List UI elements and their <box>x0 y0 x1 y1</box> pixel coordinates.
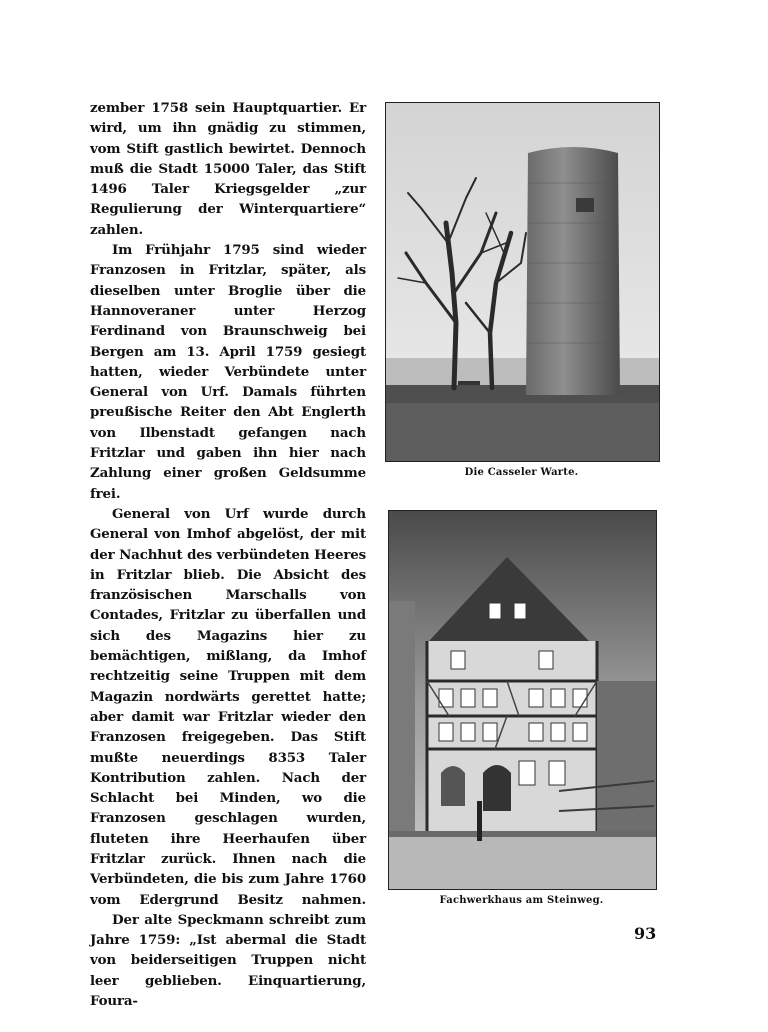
paragraph-3: General von Urf wurde durch General von Imhof abgelöst, der mit der Nachhut des verbündeten Heeres in Fritzlar blieb. Die Absicht des französischen Marschalls von Contades, Fritzlar zu überfallen und sich des Magazins hier zu bemächtigen, mißlang, da Imhof rechtzeitig seine Truppen mit dem Magazin nordwärts gerettet hatte; aber damit war Fritzlar wieder den Franzosen freigegeben. Das Stift mußte neuerdings 8353 Taler Kontribution zahlen. Nach der Schlacht bei Minden, wo die Franzosen geschlagen wurden, fluteten ihre Heerhaufen über Fritzlar zurück. Ihnen nach die Verbündeten, die bis zum Jahre 1760 vom Edergrund Besitz nahmen. <box>90 505 366 908</box>
figure-tower-photo <box>385 102 660 462</box>
text-column <box>90 98 366 1011</box>
paragraph-4: Der alte Speckmann schreibt zum Jahre 1759: „Ist abermal die Stadt von beiderseitigen Truppen nicht leer geblieben. Einquartierung, Foura- <box>90 911 366 1010</box>
figure-house-photo <box>388 510 657 890</box>
paragraph-1: zember 1758 sein Hauptquartier. Er wird, um ihn gnädig zu stimmen, vom Stift gastlich bewirtet. Dennoch muß die Stadt 15000 Taler, das Stift 1496 Taler Kriegsgelder „zur Regulierung der Winterquartiere“ zahlen. <box>90 100 366 238</box>
paragraph-2: Im Frühjahr 1795 sind wieder Franzosen in Fritzlar, später, als dieselben unter Broglie über die Hannoveraner unter Herzog Ferdinand von Braunschweig bei Bergen am 13. April 1759 gesiegt hatten, wieder Verbündete unter General von Urf. Damals führten preußische Reiter den Abt Englerth von Ilbenstadt gefangen nach Fritzlar und gaben ihn hier nach Zahlung einer großen Geldsumme frei. <box>90 242 366 502</box>
page-number: 93 <box>634 924 657 943</box>
figure-1-caption: Die Casseler Warte. <box>464 467 579 478</box>
house-photo-illustration <box>389 511 656 889</box>
tower-photo-illustration <box>386 103 659 461</box>
figure-2-caption: Fachwerkhaus am Steinweg. <box>439 895 604 906</box>
